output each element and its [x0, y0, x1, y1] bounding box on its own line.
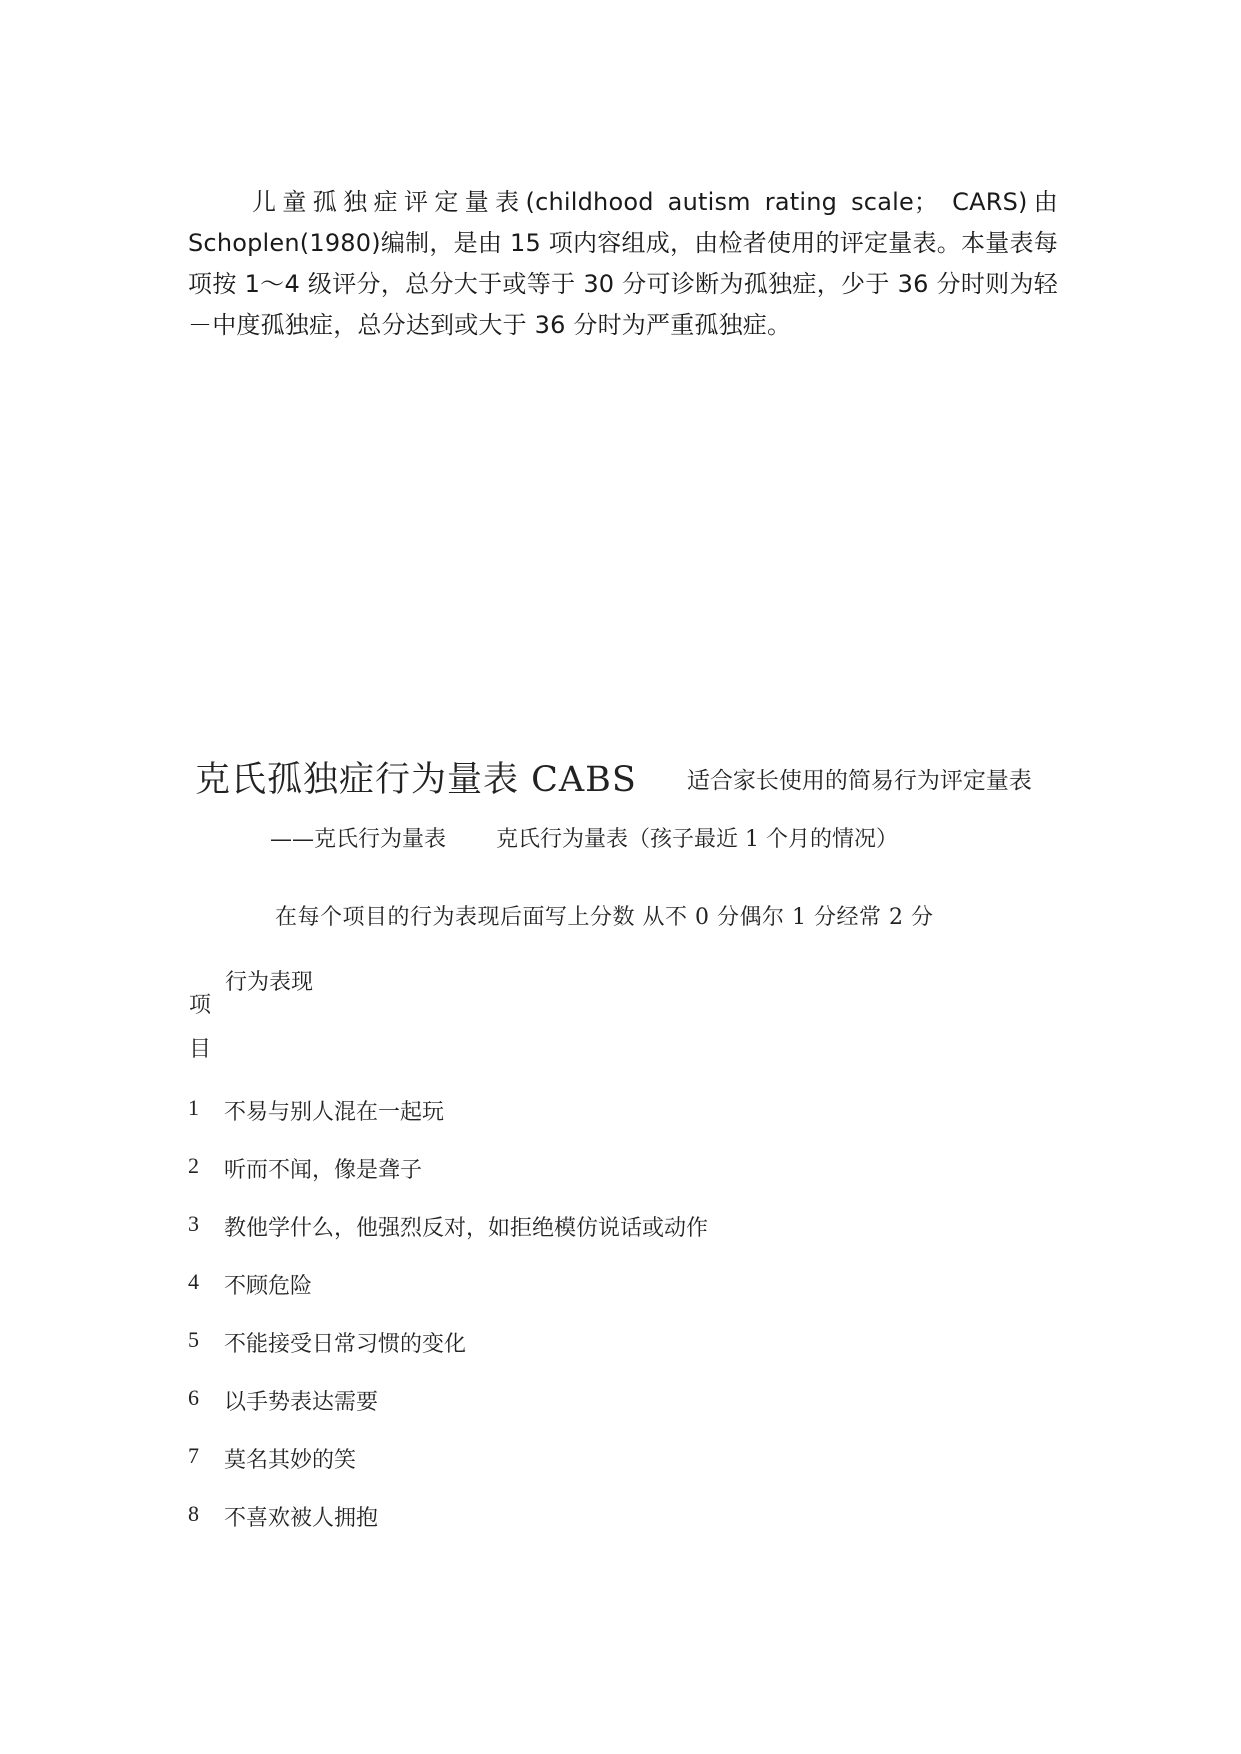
list-item: [188, 1269, 708, 1327]
scale-subtitle-line: [270, 822, 898, 853]
item-text: 以手势表达需要: [224, 1390, 379, 1415]
column-header-item: 项目: [189, 993, 212, 1062]
scale-title-line: [195, 752, 1032, 802]
column-header-behavior: 行为表现: [225, 970, 314, 995]
item-number: 5: [188, 1327, 199, 1352]
item-text: 不顾危险: [224, 1274, 313, 1299]
item-number: 1: [188, 1095, 199, 1120]
intro-paragraph: 儿童孤独症评定量表(childhood autism rating scale； CARS)由 Schoplen(1980)编制，是由 15 项内容组成，由检者使用的评定量表。本量表每项按 1～4 级评分，总分大于或等于 30 分可诊断为孤独症，少于 36 分时则为轻－中度孤独症，总分达到或大于 36 分时为严重孤独症。: [188, 188, 1058, 339]
item-text: 不能接受日常习惯的变化: [224, 1332, 467, 1357]
item-text: 不易与别人混在一起玩: [224, 1100, 445, 1125]
scale-subtitle-right: 克氏行为量表（孩子最近 1 个月的情况）: [496, 827, 899, 852]
behavior-item-list: [188, 1095, 708, 1559]
scale-title: 克氏孤独症行为量表 CABS: [195, 760, 637, 800]
item-number: 8: [188, 1501, 199, 1526]
scale-title-side: 适合家长使用的简易行为评定量表: [686, 768, 1032, 794]
list-item: [188, 1211, 708, 1269]
item-text: 不喜欢被人拥抱: [224, 1506, 379, 1531]
item-number: 2: [188, 1153, 199, 1178]
list-item: [188, 1095, 708, 1153]
list-item: [188, 1327, 708, 1385]
item-number: 7: [188, 1443, 199, 1468]
item-number: 4: [188, 1269, 199, 1294]
list-item: [188, 1385, 708, 1443]
item-number: 3: [188, 1211, 199, 1236]
list-item: [188, 1153, 708, 1211]
item-text: 莫名其妙的笑: [224, 1448, 357, 1473]
list-item: [188, 1443, 708, 1501]
item-number: 6: [188, 1385, 199, 1410]
list-item: [188, 1501, 708, 1559]
item-text: 教他学什么，他强烈反对，如拒绝模仿说话或动作: [224, 1216, 709, 1241]
item-text: 听而不闻，像是聋子: [224, 1158, 423, 1183]
scoring-instruction: 在每个项目的行为表现后面写上分数 从不 0 分偶尔 1 分经常 2 分: [275, 905, 934, 930]
scale-subtitle-left: ——克氏行为量表: [270, 827, 447, 852]
